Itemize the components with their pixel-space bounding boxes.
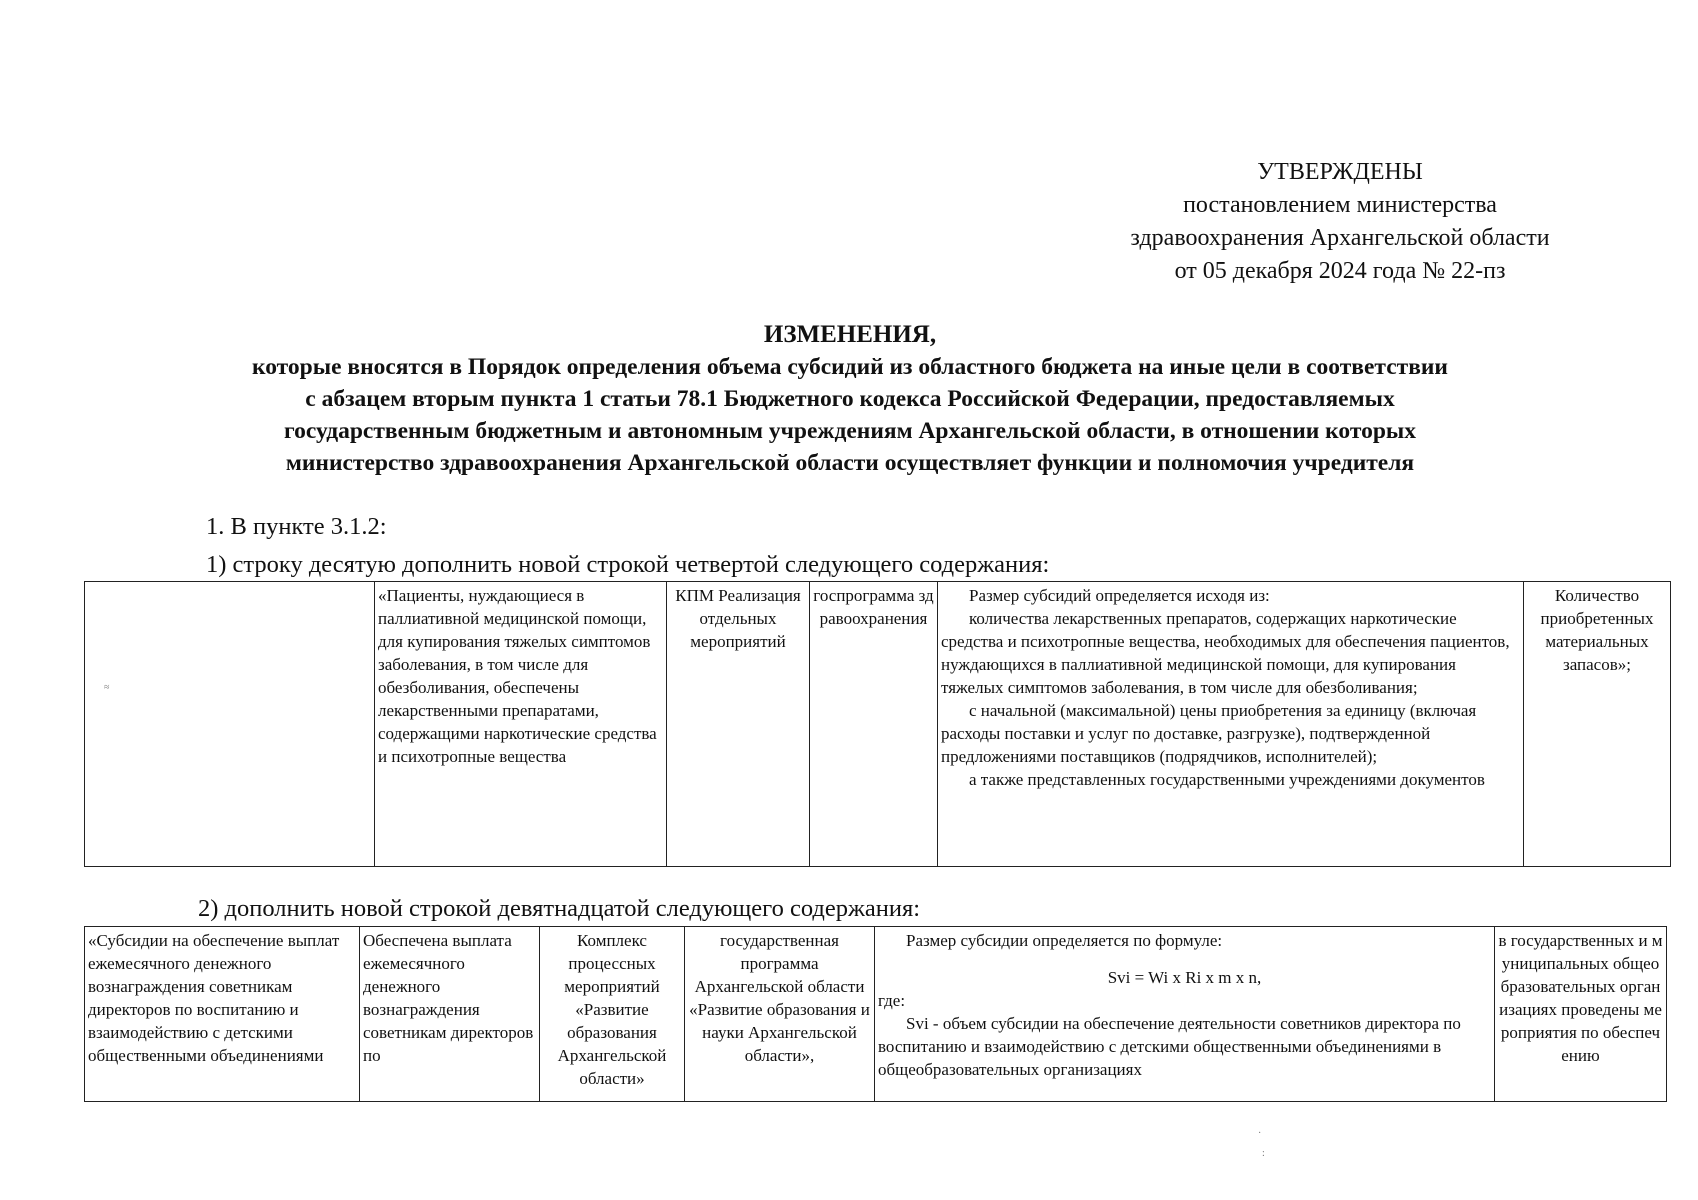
table-cell-method [938,582,1524,867]
title-heading: ИЗМЕНЕНИЯ, [763,321,937,348]
amendment-table-2 [84,926,1667,1102]
method-paragraph: Svi - объем субсидии на обеспечение деятельности советников директора по воспитанию и взаимодействию с детскими общественными объединениями в общеобразовательных организациях [878,1014,1461,1079]
table-row [85,927,1667,1102]
approval-stamp: УТВЕРЖДЕНЫ [1257,159,1423,185]
amendment-table-1 [84,581,1671,867]
instruction-point-1: 1. В пункте 3.1.2: [206,513,387,540]
table-cell-indicator: Количество приобретенных материальных запасов»; [1524,582,1671,867]
table-cell-method [875,927,1495,1102]
method-paragraph: количества лекарственных препаратов, содержащих наркотические средства и психотропные вещества, необходимых для обеспечения пациентов, нуждающихся в паллиативной медицинской помощи, для купирования тяжелых симптомов заболевания, в том числе для обезболивания; [941,609,1510,697]
method-paragraph: с начальной (максимальной) цены приобретения за единицу (включая расходы поставки и услуг по доставке, разгрузке), подтвержденной предложениями поставщиков (подрядчиков, исполнителей); [941,701,1477,766]
approval-line-decree: постановлением министерства [1183,192,1497,218]
approval-line-date: от 05 декабря 2024 года № 22-пз [1174,258,1506,284]
table-cell-program: государственная программа Архангельской области «Развитие образования и науки Архангельской области», [685,927,875,1102]
scan-speck: ≈ [104,682,110,693]
scan-speck: : [1262,1148,1265,1159]
method-paragraph: а также представленных государственными учреждениями документов [969,770,1485,789]
title-line: министерство здравоохранения Архангельской области осуществляет функции и полномочия учредителя [285,450,1415,476]
table-cell-program: госпрограмма здравоохранения [810,582,938,867]
table-cell-result: «Пациенты, нуждающиеся в паллиативной медицинской помощи, для купирования тяжелых симптомов заболевания, в том числе для обезболивания, обеспечены лекарственными препаратами, содержащими наркотические средства и психотропные вещества [375,582,667,867]
instruction-sub-2: 2) дополнить новой строкой девятнадцатой следующего содержания: [198,895,921,922]
table-cell-subsidy-name: «Субсидии на обеспечение выплат ежемесячного денежного вознаграждения советникам директоров по воспитанию и взаимодействию с детскими общественными объединениями [85,927,360,1102]
title-line: с абзацем вторым пункта 1 статьи 78.1 Бюджетного кодекса Российской Федерации, предоставляемых [305,386,1395,412]
instruction-sub-1: 1) строку десятую дополнить новой строкой четвертой следующего содержания: [206,551,1050,578]
table-row [85,582,1671,867]
table-cell-structural-element: КПМ Реализация отдельных мероприятий [667,582,810,867]
document-title [100,318,1600,479]
method-paragraph: Размер субсидии определяется по формуле: [906,931,1223,950]
table-cell-empty [85,582,375,867]
table-cell-indicator: в государственных и муниципальных общеобразовательных организациях проведены мероприятия по обеспечению [1495,927,1667,1102]
formula: Svi = Wi x Ri x m x n, [1107,968,1262,987]
method-paragraph: где: [878,991,906,1010]
table-cell-structural-element: Комплекс процессных мероприятий «Развитие образования Архангельской области» [540,927,685,1102]
method-paragraph: Размер субсидий определяется исходя из: [969,586,1270,605]
title-line: государственным бюджетным и автономным учреждениям Архангельской области, в отношении которых [283,418,1417,444]
scan-speck: · [1258,1128,1262,1139]
table-cell-result: Обеспечена выплата ежемесячного денежного вознаграждения советникам директоров по [360,927,540,1102]
approval-line-ministry: здравоохранения Архангельской области [1130,225,1550,251]
approval-block [1060,156,1620,288]
title-line: которые вносятся в Порядок определения объема субсидий из областного бюджета на иные цели в соответствии [252,354,1448,380]
